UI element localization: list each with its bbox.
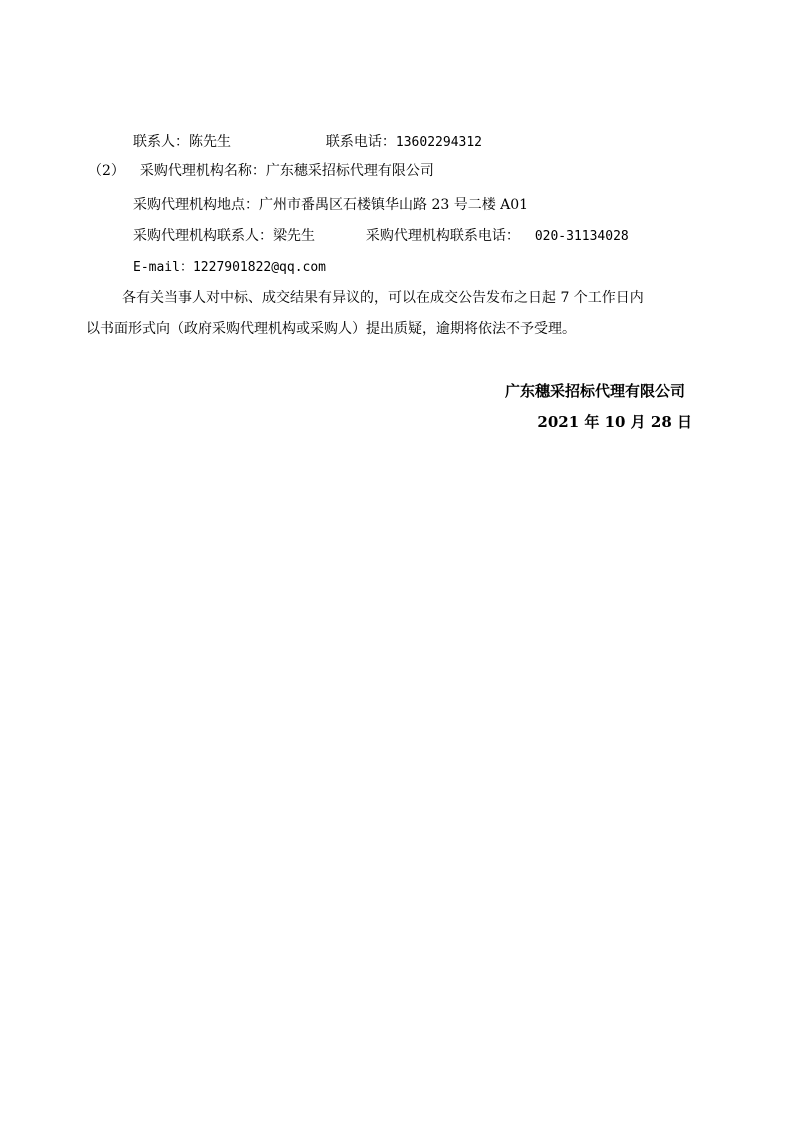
signature-date: 2021 年 10 月 28 日 [537,413,692,431]
agency-address-line [133,195,528,215]
signature-company: 广东穗采招标代理有限公司 [504,382,685,400]
contact-line [133,132,482,153]
contact-person: 联系人：陈先生 [133,134,231,150]
agency-contact-person: 采购代理机构联系人：梁先生 [133,228,315,244]
agency-address: 采购代理机构地点：广州市番禺区石楼镇华山路 23 号二楼 A01 [133,197,529,213]
notice-paragraph-line-1: 各有关当事人对中标、成交结果有异议的，可以在成交公告发布之日起 7 个工作日内 [122,290,644,306]
agency-email-line [133,258,326,278]
notice-paragraph-line-2: 以书面形式向（政府采购代理机构或采购人）提出质疑，逾期将依法不予受理。 [86,321,576,337]
agency-name-line [88,161,434,181]
agency-name: 采购代理机构名称：广东穗采招标代理有限公司 [139,163,434,179]
agency-contact-phone-label: 采购代理机构联系电话： [365,228,520,244]
agency-contact-phone-number: 020-31134028 [534,229,629,244]
agency-email: E-mail：1227901822@qq.com [133,260,327,275]
agency-contact-line [133,226,629,247]
contact-phone-number: 13602294312 [395,135,482,150]
agency-index: （2） [88,163,125,179]
contact-phone-label: 联系电话： [325,134,396,150]
